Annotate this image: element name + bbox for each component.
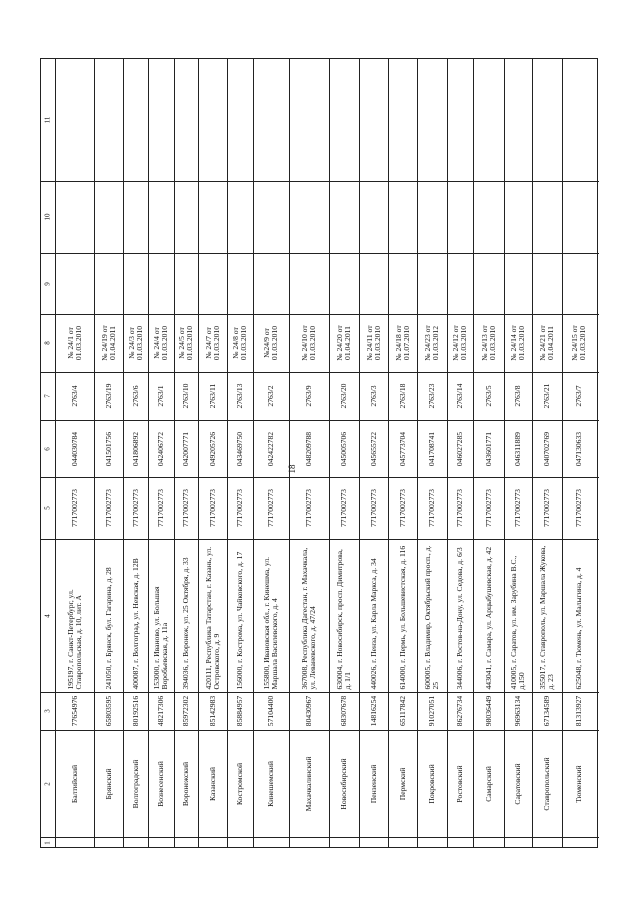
table-cell (148, 539, 174, 692)
table-cell (174, 730, 198, 837)
table-cell (55, 730, 94, 837)
okpo-code: 81313927 (573, 695, 583, 727)
address: 600005, г. Владимир, Октябрьский просп., д. 25 (423, 545, 440, 689)
table-cell (562, 730, 595, 837)
table-cell (174, 477, 198, 539)
table-cell (388, 372, 417, 420)
table-cell (388, 730, 417, 837)
table-cell (532, 730, 562, 837)
okpo-code: 77654976 (69, 695, 79, 727)
table-cell (94, 372, 123, 420)
table-cell (504, 730, 532, 837)
table-cell (447, 477, 473, 539)
license-number: № 24/8 от 01.03.2010 (231, 325, 248, 361)
table-cell (253, 314, 289, 372)
table-cell (174, 314, 198, 372)
table-cell (532, 539, 562, 692)
address: 443041, г. Самара, ул. Арцыбушевская, д. 42 (483, 546, 493, 689)
license-number: № 24/14 от 01.03.2010 (509, 325, 526, 361)
inn: 7717002773 (339, 489, 349, 527)
column-number-cell (41, 59, 55, 181)
table-cell (359, 730, 388, 837)
branch-name: Волгоградский (130, 759, 140, 808)
registration-number: 2763/8 (513, 385, 523, 407)
table-cell (473, 730, 504, 837)
registration-number: 2763/13 (235, 383, 245, 409)
branch-name: Ставропольский (542, 756, 552, 811)
inn: 7717002773 (542, 489, 552, 527)
license-number: № 24/3 от 01.03.2010 (126, 325, 144, 361)
column-number-cell (41, 539, 55, 692)
inn: 7717002773 (69, 489, 79, 527)
table-cell (94, 314, 123, 372)
table-cell (504, 692, 532, 730)
table-cell (227, 314, 253, 372)
address: 394036, г. Воронеж, ул. 25 Октября, д. 33 (181, 556, 191, 689)
table-cell (198, 372, 227, 420)
column-number: 9 (43, 281, 52, 286)
page-number: 18 (287, 464, 297, 474)
table-cell (562, 420, 595, 477)
table-cell (473, 477, 504, 539)
bik: 046311889 (513, 431, 523, 466)
column-number-cell (41, 477, 55, 539)
table-cell (417, 314, 447, 372)
bik: 049205726 (207, 431, 217, 466)
column-number-cell (41, 837, 55, 849)
table-cell (253, 477, 289, 539)
registration-number: 2763/2 (266, 385, 276, 407)
bik: 043601771 (483, 431, 493, 466)
registration-number: 2763/11 (207, 383, 217, 409)
registration-number: 2763/3 (368, 385, 378, 407)
table-cell (55, 539, 94, 692)
table-cell (198, 314, 227, 372)
registration-number: 2763/23 (427, 383, 437, 409)
bik: 041806892 (130, 431, 140, 466)
registration-number: 2763/9 (304, 385, 314, 407)
inn: 7717002773 (397, 489, 407, 527)
table-cell (359, 420, 388, 477)
table-cell (562, 539, 595, 692)
branch-name: Казанский (207, 766, 217, 801)
table-cell (388, 420, 417, 477)
bik: 040702769 (542, 431, 552, 466)
table-cell (473, 692, 504, 730)
registration-number: 2763/1 (156, 385, 166, 407)
table-cell (562, 314, 595, 372)
okpo-code: 98036449 (483, 695, 493, 727)
inn: 7717002773 (483, 489, 493, 527)
branch-name: Пермский (397, 767, 407, 800)
table-cell (359, 372, 388, 420)
license-number: № 24/13 от 01.03.2010 (479, 325, 497, 361)
column-number-cell (41, 372, 55, 420)
table-cell (227, 692, 253, 730)
table-cell (504, 314, 532, 372)
table-cell (388, 692, 417, 730)
inn: 7717002773 (513, 489, 523, 527)
table-cell (198, 692, 227, 730)
registry-table (40, 58, 598, 848)
column-divider (41, 837, 599, 838)
license-number: № 24/18 от 01.07.2010 (393, 325, 411, 361)
table-cell (417, 372, 447, 420)
column-number: 4 (43, 613, 52, 618)
table-cell (447, 692, 473, 730)
table-cell (388, 477, 417, 539)
address: 400087, г. Волгоград, ул. Невская, д. 12В (130, 557, 140, 689)
table-cell (227, 420, 253, 477)
branch-name: Костромской (235, 762, 245, 805)
branch-name: Ростовский (455, 764, 465, 803)
table-cell (123, 730, 148, 837)
bik: 042406772 (156, 431, 166, 466)
address: 625048, г. Тюмень, ул. Малыгина, д. 4 (573, 567, 583, 689)
branch-name: Пензенский (368, 764, 378, 803)
branch-name: Самарский (483, 765, 493, 802)
license-number: № 24/7 от 01.03.2010 (203, 325, 221, 361)
inn: 7717002773 (156, 489, 166, 527)
column-number: 8 (43, 341, 52, 345)
license-number: №24/9 от 01.03.2010 (262, 325, 279, 361)
registration-number: 2763/4 (69, 385, 79, 407)
branch-name: Вознесенский (156, 760, 166, 807)
bik: 045005706 (339, 431, 349, 466)
registration-number: 2763/5 (483, 385, 493, 407)
inn: 7717002773 (573, 489, 583, 527)
column-number-cell (41, 253, 55, 314)
table-cell (447, 420, 473, 477)
okpo-code: 48217306 (156, 695, 166, 727)
table-cell (174, 372, 198, 420)
table-cell (532, 372, 562, 420)
address: 630004, г. Новосибирск, просп. Димитрова, д. 1/1 (335, 548, 352, 689)
table-cell (94, 730, 123, 837)
okpo-code: 85142983 (207, 695, 217, 727)
registration-number: 2763/6 (130, 385, 140, 407)
table-cell (123, 692, 148, 730)
table-cell (174, 692, 198, 730)
branch-name: Тюменский (573, 764, 583, 803)
address: 155800, Ивановская обл., г. Кинешма, ул. Маршала Василевского, д. 4 (262, 556, 279, 689)
table-cell (198, 539, 227, 692)
table-cell (123, 420, 148, 477)
table-cell (148, 420, 174, 477)
okpo-code: 57104400 (266, 695, 276, 727)
table-cell (504, 539, 532, 692)
table-cell (329, 692, 359, 730)
branch-name: Балтийский (69, 764, 79, 803)
registration-number: 2763/20 (339, 383, 349, 409)
table-cell (55, 372, 94, 420)
table-cell (55, 692, 94, 730)
inn: 7717002773 (181, 489, 191, 527)
inn: 7717002773 (368, 489, 378, 527)
address: 614000, г. Пермь, ул. Большевистская, д. 116 (397, 545, 407, 689)
table-cell (359, 314, 388, 372)
okpo-code: 65117842 (397, 695, 407, 727)
inn: 7717002773 (427, 489, 437, 527)
table-cell (532, 314, 562, 372)
license-number: № 24/12 от 01.03.2010 (451, 325, 468, 361)
bik: 041501756 (103, 431, 113, 466)
bik: 042422782 (266, 431, 276, 466)
table-cell (227, 372, 253, 420)
bik: 041708741 (427, 431, 437, 466)
table-cell (447, 730, 473, 837)
table-cell (417, 730, 447, 837)
table-cell (289, 477, 329, 539)
address: 195197, г. Санкт-Петербург, ул. Ставропольская, д. 10, лит. А (65, 588, 83, 689)
column-divider (41, 253, 599, 254)
column-number-cell (41, 420, 55, 477)
table-cell (148, 730, 174, 837)
column-number: 3 (43, 709, 52, 713)
address: 367008, Республика Дагестан, г. Махачкала, ул. Леваневского, д. 47/24 (300, 547, 317, 689)
address: 241050, г. Брянск, бул. Гагарина, д. 28 (103, 566, 113, 689)
bik: 045773704 (397, 431, 407, 466)
table-cell (532, 477, 562, 539)
table-cell (227, 477, 253, 539)
table-cell (417, 420, 447, 477)
inn: 7717002773 (235, 489, 245, 527)
address: 420111, Республика Татарстан, г. Казань, ул. Островского, д. 9 (203, 546, 221, 689)
bik: 042007771 (181, 431, 191, 466)
table-cell (123, 314, 148, 372)
license-number: № 24/10 от 01.03.2010 (300, 325, 317, 361)
okpo-code: 67134589 (542, 695, 552, 727)
license-number: № 24/15 от 01.03.2010 (569, 325, 587, 361)
table-cell (473, 314, 504, 372)
table-cell (123, 539, 148, 692)
table-cell (562, 372, 595, 420)
table-cell (289, 692, 329, 730)
column-number: 5 (43, 506, 52, 510)
column-number: 2 (43, 781, 52, 786)
table-cell (289, 730, 329, 837)
table-cell (148, 692, 174, 730)
table-cell (253, 420, 289, 477)
table-cell (123, 477, 148, 539)
table-cell (359, 692, 388, 730)
table-cell (227, 539, 253, 692)
inn: 7717002773 (266, 489, 276, 527)
table-cell (174, 539, 198, 692)
table-cell (289, 372, 329, 420)
table-cell (329, 420, 359, 477)
table-cell (329, 477, 359, 539)
table-cell (123, 372, 148, 420)
branch-name: Саратовский (513, 762, 523, 805)
table-cell (473, 420, 504, 477)
column-number: 7 (43, 394, 52, 398)
bik: 047130633 (573, 431, 583, 466)
bik: 046027285 (455, 431, 465, 466)
column-number: 11 (43, 116, 52, 124)
table-cell (55, 420, 94, 477)
registration-number: 2763/18 (397, 383, 407, 409)
address: 410005, г. Саратов, ул. им. Зарубина В.С., д.150 (509, 555, 526, 689)
registration-number: 2763/14 (455, 383, 465, 409)
table-cell (532, 420, 562, 477)
table-cell (417, 692, 447, 730)
license-number: № 24/4 от 01.03.2010 (152, 325, 169, 361)
table-cell (359, 477, 388, 539)
table-cell (417, 477, 447, 539)
table-cell (94, 420, 123, 477)
table-cell (329, 730, 359, 837)
table-cell (253, 692, 289, 730)
table-cell (562, 692, 595, 730)
table-cell (94, 539, 123, 692)
license-number: № 24/23 от 01.03.2012 (423, 325, 440, 361)
table-cell (388, 539, 417, 692)
table-cell (289, 420, 329, 477)
table-cell (359, 539, 388, 692)
inn: 7717002773 (130, 489, 140, 527)
license-number: № 24/21 от 01.04.2011 (538, 325, 555, 361)
license-number: № 24/11 от 01.03.2010 (364, 325, 382, 361)
bik: 045655722 (368, 431, 378, 466)
branch-name: Брянский (103, 768, 113, 799)
license-number: № 24/5 от 01.03.2010 (177, 325, 194, 361)
table-cell (148, 477, 174, 539)
table-cell (473, 539, 504, 692)
column-divider (41, 181, 599, 182)
registration-number: 2763/7 (573, 385, 583, 407)
table-cell (198, 730, 227, 837)
branch-name: Воронежский (181, 761, 191, 806)
column-number-cell (41, 692, 55, 730)
inn: 7717002773 (103, 489, 113, 527)
column-number-cell (41, 730, 55, 837)
table-cell (329, 314, 359, 372)
okpo-code: 96963134 (513, 695, 523, 727)
okpo-code: 85884957 (235, 695, 245, 727)
column-number: 10 (43, 213, 52, 221)
bik: 044030784 (69, 431, 79, 466)
table-cell (55, 477, 94, 539)
table-cell (253, 730, 289, 837)
table-cell (417, 539, 447, 692)
okpo-code: 68307678 (339, 695, 349, 727)
table-cell (447, 314, 473, 372)
table-cell (55, 314, 94, 372)
column-number-cell (41, 314, 55, 372)
address: 440026, г. Пенза, ул. Карла Маркса, д. 34 (368, 557, 378, 689)
table-cell (388, 314, 417, 372)
license-number: № 24/1 от 01.03.2010 (65, 325, 83, 361)
table-cell (198, 477, 227, 539)
table-cell (504, 372, 532, 420)
table-cell (94, 477, 123, 539)
branch-name: Кинешемский (266, 760, 276, 807)
inn: 7717002773 (304, 489, 314, 527)
okpo-code: 80192516 (130, 695, 140, 727)
table-cell (253, 372, 289, 420)
okpo-code: 80430967 (304, 695, 314, 727)
table-cell (329, 372, 359, 420)
table-cell (504, 420, 532, 477)
inn: 7717002773 (207, 489, 217, 527)
okpo-code: 86276734 (455, 695, 465, 727)
branch-name: Махачкалинский (304, 756, 314, 811)
bik: 048209788 (304, 431, 314, 466)
column-number-cell (41, 181, 55, 253)
license-number: № 24/19 от 01.04.2011 (99, 325, 117, 361)
table-cell (253, 539, 289, 692)
okpo-code: 85972302 (181, 695, 191, 727)
column-number: 6 (43, 446, 52, 451)
table-cell (447, 372, 473, 420)
branch-name: Новосибирский (339, 757, 349, 810)
table-cell (447, 539, 473, 692)
license-number: № 24/20 от 01.04.2011 (335, 325, 352, 361)
registration-number: 2763/10 (181, 383, 191, 409)
table-cell (148, 372, 174, 420)
table-cell (473, 372, 504, 420)
table-cell (174, 420, 198, 477)
table-cell (289, 314, 329, 372)
table-cell (289, 539, 329, 692)
table-cell (329, 539, 359, 692)
table-cell (562, 477, 595, 539)
registration-number: 2763/21 (542, 383, 552, 409)
table-cell (532, 692, 562, 730)
bik: 043469750 (235, 431, 245, 466)
table-cell (504, 477, 532, 539)
address: 156000, г. Кострома, ул. Чайковского, д. 17 (235, 551, 245, 689)
inn: 7717002773 (455, 489, 465, 527)
address: 344006, г. Ростов-на-Дону, ул. Седова, д. 6/3 (455, 546, 465, 689)
table-cell (148, 314, 174, 372)
okpo-code: 91027051 (427, 695, 437, 727)
table-cell (198, 420, 227, 477)
table-cell (227, 730, 253, 837)
address: 355017, г. Ставрополь, ул. Маршала Жукова, д. 23 (538, 545, 555, 689)
registration-number: 2763/19 (103, 383, 113, 409)
okpo-code: 14816254 (368, 695, 378, 727)
column-number: 1 (43, 841, 52, 845)
okpo-code: 65803595 (103, 695, 113, 727)
table-cell (94, 692, 123, 730)
branch-name: Покровский (427, 763, 437, 804)
address: 153000, г. Иваново, ул. Большая Воробьевская, д. 11а (152, 585, 169, 689)
